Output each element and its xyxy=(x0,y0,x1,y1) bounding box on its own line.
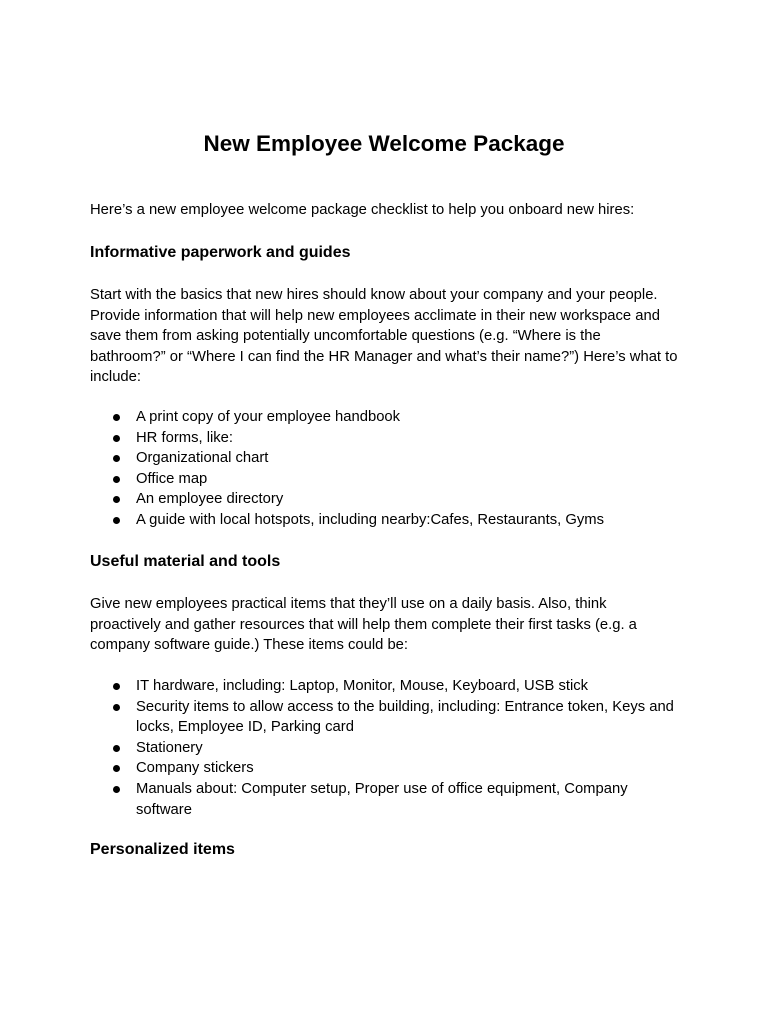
list-item: IT hardware, including: Laptop, Monitor, Mouse, Keyboard, USB stick xyxy=(90,676,680,697)
intro-paragraph: Here’s a new employee welcome package checklist to help you onboard new hires: xyxy=(90,202,635,218)
section-paragraph-tools: Give new employees practical items that they’ll use on a daily basis. Also, think proactively and gather resources that will help them complete their first tasks (e.g. a company software guide.) These items could be: xyxy=(90,596,637,654)
bullet-list-paperwork xyxy=(90,407,680,531)
bullet-icon xyxy=(113,414,120,421)
list-item: Organizational chart xyxy=(90,448,680,469)
bullet-icon xyxy=(113,745,120,752)
list-item: Office map xyxy=(90,469,680,490)
list-item: Stationery xyxy=(90,738,680,759)
list-item: A guide with local hotspots, including nearby:Cafes, Restaurants, Gyms xyxy=(90,510,680,531)
section-heading-tools: Useful material and tools xyxy=(90,553,281,570)
section-heading-paperwork: Informative paperwork and guides xyxy=(90,244,351,261)
bullet-icon xyxy=(113,765,120,772)
list-item: Company stickers xyxy=(90,758,680,779)
section-heading-personalized: Personalized items xyxy=(90,841,235,858)
bullet-icon xyxy=(113,435,120,442)
list-item: HR forms, like: xyxy=(90,428,680,449)
section-paragraph-paperwork: Start with the basics that new hires should know about your company and your people. Provide information that will help new employees acclimate in their new workspace and save them from asking potentially uncomfortable questions (e.g. “Where is the bathroom?” or “Where I can find the HR Manager and what’s their name?”) Here’s what to include: xyxy=(90,287,678,386)
bullet-icon xyxy=(113,496,120,503)
bullet-icon xyxy=(113,476,120,483)
bullet-icon xyxy=(113,786,120,793)
list-item: An employee directory xyxy=(90,489,680,510)
bullet-icon xyxy=(113,455,120,462)
bullet-icon xyxy=(113,517,120,524)
bullet-list-tools xyxy=(90,676,680,820)
list-item: Manuals about: Computer setup, Proper use of office equipment, Company software xyxy=(90,779,680,820)
list-item: Security items to allow access to the building, including: Entrance token, Keys and locks, Employee ID, Parking card xyxy=(90,697,680,738)
bullet-icon xyxy=(113,683,120,690)
bullet-icon xyxy=(113,704,120,711)
list-item: A print copy of your employee handbook xyxy=(90,407,680,428)
document-title: New Employee Welcome Package xyxy=(203,131,565,156)
